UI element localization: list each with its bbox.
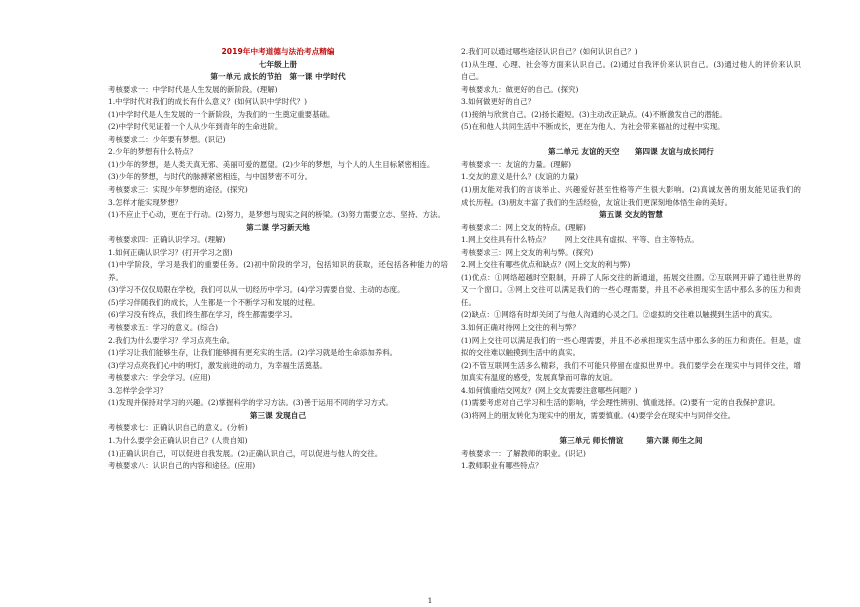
- text-line: 考核要求一：中学时代是人生发展的新阶段。(理解): [108, 84, 278, 94]
- text-line: 考核要求五：学习的意义。(综合): [108, 323, 219, 333]
- text-line: 考核要求三：实现少年梦想的途径。(探究): [108, 185, 248, 195]
- section-heading: 第三课 发现自己: [249, 410, 307, 420]
- text-line: (1)发现并保持对学习的兴趣。(2)掌握科学的学习方法。(3)善于运用不同的学习方式。: [108, 398, 393, 408]
- text-line: 3.如何做更好的自己？: [461, 97, 536, 107]
- section-heading: 七年级上册: [258, 59, 298, 69]
- text-line: 3.怎样学会学习？: [108, 385, 168, 395]
- text-line: (5)学习伴随我们的成长，人生都是一个不断学习和发展的过程。: [108, 297, 320, 307]
- text-line: (3)少年的梦想，与时代的脉搏紧密相连，与中国梦密不可分。: [108, 172, 313, 182]
- text-line: 养。: [108, 272, 123, 282]
- text-line: 1.交友的意义是什么？(友谊的力量): [461, 172, 579, 182]
- text-line: (3)将网上的朋友转化为现实中的朋友，需要慎重。(4)要学会在现实中与同伴交往。: [461, 410, 736, 420]
- section-heading: 2019年中考道德与法治考点精编: [221, 47, 335, 56]
- text-line: 成长历程。(3)朋友丰富了我们的生活经验，友谊让我们更深刻地体悟生命的美好。: [461, 197, 733, 207]
- text-line: (2)不管互联网生活多么精彩，我们不可能只停留在虚拟世界中。我们要学会在现实中与同伴交往，增: [461, 360, 801, 370]
- text-line: (2)缺点：①网络有时却关闭了与他人沟通的心灵之门。②虚拟的交往难以触摸到生活中的真实。: [461, 310, 777, 320]
- text-line: (1)不应止于心动，更在于行动。(2)努力，是梦想与现实之间的桥梁。(3)努力需要立志、坚持、方法。: [108, 210, 445, 220]
- text-line: 考核要求七：正确认识自己的意义。(分析): [108, 423, 248, 433]
- text-line: 考核要求三：网上交友的利与弊。(探究): [461, 247, 594, 257]
- text-line: 1.网上交往具有什么特点？ 网上交往具有虚拟、平等、自主等特点。: [461, 235, 699, 245]
- text-line: 1.教师职业有哪些特点？: [461, 461, 543, 471]
- text-line: (1)中学阶段，学习是我们的重要任务。(2)初中阶段的学习，包括知识的获取，还包括各种能力的培: [108, 260, 448, 270]
- text-line: (5)在和他人共同生活中不断成长，更在为他人、为社会带来福祉的过程中实现。: [461, 122, 725, 132]
- text-line: 考核要求九：做更好的自己。(探究): [461, 84, 579, 94]
- text-line: 考核要求一：了解教师的职业。(识记): [461, 448, 586, 458]
- text-line: 考核要求四：正确认识学习。(理解): [108, 235, 226, 245]
- section-heading: 第一单元 成长的节拍 第一课 中学时代: [210, 72, 346, 82]
- text-line: (3)学习点亮我们心中的明灯，激发前进的动力，为幸福生活奠基。: [108, 360, 327, 370]
- text-line: (1)网上交往可以满足我们的一些心理需要，并且不必承担现实生活中那么多的压力和责任。但是，虚: [461, 335, 801, 345]
- text-line: [461, 134, 801, 147]
- text-line: 2.网上交往有哪些优点和缺点？(网上交友的利与弊): [461, 260, 631, 270]
- section-heading: 第二课 学习新天地: [246, 222, 310, 232]
- text-line: 考核要求二：网上交友的特点。(理解): [461, 222, 586, 232]
- text-line: (1)少年的梦想，是人类天真无邪、美丽可爱的愿望。(2)少年的梦想，与个人的人生目标紧密相连。: [108, 159, 435, 169]
- left-column: [108, 46, 448, 473]
- text-line: 考核要求八：认识自己的内容和途径。(应用): [108, 461, 256, 471]
- text-line: (1)从生理、心理、社会等方面来认识自己。(2)通过自我评价来认识自己。(3)通过他人的评价来认识: [461, 59, 801, 69]
- text-line: 1.如何正确认识学习？(打开学习之窗): [108, 247, 233, 257]
- text-line: 2.我们为什么要学习？学习点亮生命。: [108, 335, 235, 345]
- text-line: 2.我们可以通过哪些途径认识自己？(如何认识自己？): [461, 47, 638, 56]
- text-line: (1)接纳与欣赏自己。(2)扬长避短。(3)主动改正缺点。(4)不断激发自己的潜能。: [461, 109, 727, 119]
- text-line: (6)学习没有终点，我们终生都在学习，终生都需要学习。: [108, 310, 298, 320]
- text-line: (1)朋友能对我们的言谈举止、兴趣爱好甚至性格等产生很大影响。(2)真诚友善的朋友能见证我们的: [461, 185, 801, 195]
- text-line: (1)优点：①网络超越时空限制，开辟了人际交往的新通道，拓展交往圈。②互联网开辟了通往世界的: [461, 272, 801, 282]
- text-line: 3.怎样才能实现梦想？: [108, 197, 183, 207]
- page-number: 1: [427, 596, 433, 605]
- text-line: (1)中学时代是人生发展的一个新阶段，为我们的一生奠定重要基础。: [108, 109, 335, 119]
- text-line: [461, 422, 801, 435]
- section-heading: 第二单元 友谊的天空 第四课 友谊与成长同行: [548, 147, 714, 157]
- text-line: 又一个窗口。③网上交往可以满足我们的一些心理需要，并且不必承担现实生活中那么多的压力和责: [461, 285, 801, 295]
- text-line: 考核要求一：友谊的力量。(理解): [461, 159, 572, 169]
- text-line: 4.如何慎重结交网友？(网上交友需要注意哪些问题？): [461, 385, 638, 395]
- section-heading: 第五课 交友的智慧: [599, 210, 663, 220]
- text-line: (3)学习不仅仅局限在学校，我们可以从一切经历中学习。(4)学习需要自觉、主动的态度。: [108, 285, 405, 295]
- text-line: (1)正确认识自己，可以促进自我发展。(2)正确认识自己，可以促进与他人的交往。: [108, 448, 383, 458]
- text-line: (1)需要考虑对自己学习和生活的影响，学会理性辨别、慎重选择。(2)要有一定的自我保护意识。: [461, 398, 780, 408]
- text-line: 2.少年的梦想有什么特点？: [108, 147, 197, 157]
- text-line: 3.如何正确对待网上交往的利与弊？: [461, 323, 580, 333]
- text-line: 考核要求六：学会学习。(应用): [108, 373, 211, 383]
- text-line: 任。: [461, 297, 476, 307]
- text-line: 1.为什么要学会正确认识自己？(人贵自知): [108, 435, 248, 445]
- text-line: 拟的交往难以触摸到生活中的真实。: [461, 348, 581, 358]
- text-line: (2)中学时代见证着一个人从少年到青年的生命进阶。: [108, 122, 283, 132]
- right-column: [461, 46, 801, 473]
- text-line: 加真实有温度的感受，发展真挚而可靠的友谊。: [461, 373, 618, 383]
- text-line: 1.中学时代对我们的成长有什么意义？(如何认识中学时代？): [108, 97, 308, 107]
- text-line: (1)学习让我们能够生存，让我们能够拥有更充实的生活。(2)学习就是给生命添加养料。: [108, 348, 398, 358]
- text-line: 自己。: [461, 72, 484, 82]
- text-line: 考核要求二：少年要有梦想。(识记): [108, 134, 226, 144]
- section-heading: 第三单元 师长情谊 第六课 师生之间: [559, 435, 703, 445]
